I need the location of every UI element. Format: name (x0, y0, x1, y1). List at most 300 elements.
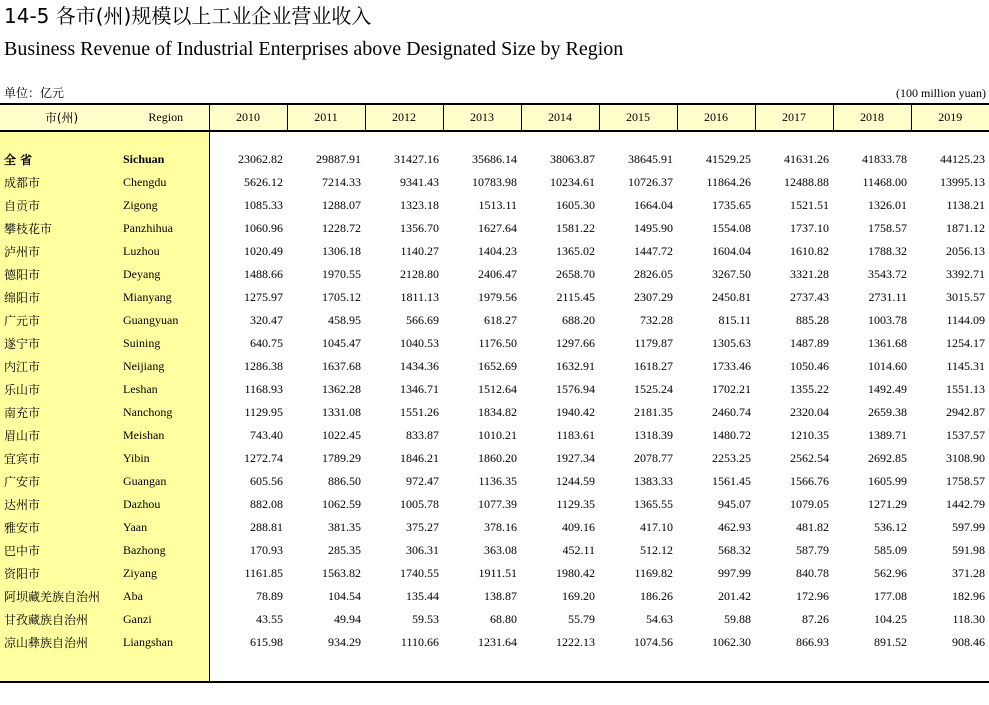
revenue-value: 54.63 (646, 612, 673, 626)
revenue-value: 3321.28 (790, 267, 829, 281)
revenue-value: 10726.37 (628, 175, 673, 189)
revenue-value: 972.47 (406, 474, 439, 488)
revenue-value: 882.08 (250, 497, 283, 511)
revenue-value: 1045.47 (322, 336, 361, 350)
revenue-value: 2562.54 (790, 451, 829, 465)
tail-cell (677, 654, 755, 682)
spacer-cell (287, 131, 365, 148)
header-year: 2018 (833, 104, 911, 131)
revenue-value: 1306.18 (322, 244, 361, 258)
revenue-value: 44125.23 (940, 152, 985, 166)
revenue-value: 288.81 (250, 520, 283, 534)
revenue-value: 1022.45 (322, 428, 361, 442)
tail-cell (755, 654, 833, 682)
revenue-value: 31427.16 (394, 152, 439, 166)
revenue-value: 1129.35 (556, 497, 595, 511)
revenue-value: 1014.60 (868, 359, 907, 373)
table-row (0, 585, 989, 608)
spacer-cell (0, 131, 123, 148)
table-row (0, 171, 989, 194)
revenue-value: 1062.30 (712, 635, 751, 649)
revenue-value: 2115.45 (556, 290, 595, 304)
tail-cell (209, 654, 287, 682)
region-name-chinese: 宜宾市 (0, 447, 123, 470)
revenue-value: 409.16 (562, 520, 595, 534)
revenue-value: 169.20 (562, 589, 595, 603)
revenue-value: 481.82 (796, 520, 829, 534)
revenue-value: 1551.13 (946, 382, 985, 396)
revenue-value: 55.79 (568, 612, 595, 626)
revenue-value: 35686.14 (472, 152, 517, 166)
revenue-value: 1331.08 (322, 405, 361, 419)
revenue-value: 1618.27 (634, 359, 673, 373)
header-year: 2014 (521, 104, 599, 131)
revenue-value: 12488.88 (784, 175, 829, 189)
region-name-english: Sichuan (123, 148, 209, 171)
revenue-value: 568.32 (718, 543, 751, 557)
header-year: 2012 (365, 104, 443, 131)
tail-cell (911, 654, 989, 682)
revenue-value: 2406.47 (478, 267, 517, 281)
revenue-value: 1664.04 (634, 198, 673, 212)
region-name-chinese: 达州市 (0, 493, 123, 516)
tail-cell (365, 654, 443, 682)
revenue-value: 381.35 (328, 520, 361, 534)
revenue-value: 2253.25 (712, 451, 751, 465)
revenue-value: 2731.11 (868, 290, 907, 304)
revenue-value: 1442.79 (946, 497, 985, 511)
table-row (0, 332, 989, 355)
revenue-value: 1495.90 (634, 221, 673, 235)
table-row (0, 401, 989, 424)
header-year: 2017 (755, 104, 833, 131)
revenue-value: 1632.91 (556, 359, 595, 373)
spacer-cell (599, 131, 677, 148)
revenue-value: 182.96 (952, 589, 985, 603)
region-name-english: Dazhou (123, 493, 209, 516)
revenue-value: 104.25 (874, 612, 907, 626)
revenue-value: 2450.81 (712, 290, 751, 304)
revenue-value: 562.96 (874, 566, 907, 580)
revenue-value: 934.29 (328, 635, 361, 649)
revenue-value: 1305.63 (712, 336, 751, 350)
revenue-value: 371.28 (952, 566, 985, 580)
revenue-value: 1637.68 (322, 359, 361, 373)
region-name-chinese: 内江市 (0, 355, 123, 378)
revenue-value: 29887.91 (316, 152, 361, 166)
revenue-value: 3015.57 (946, 290, 985, 304)
revenue-value: 1488.66 (244, 267, 283, 281)
revenue-value: 1010.21 (478, 428, 517, 442)
revenue-value: 1176.50 (478, 336, 517, 350)
revenue-value: 1365.55 (634, 497, 673, 511)
revenue-value: 59.88 (724, 612, 751, 626)
revenue-value: 833.87 (406, 428, 439, 442)
region-name-english: Ziyang (123, 562, 209, 585)
revenue-value: 1222.13 (556, 635, 595, 649)
revenue-value: 68.80 (490, 612, 517, 626)
region-name-chinese: 南充市 (0, 401, 123, 424)
page-title-english: Business Revenue of Industrial Enterprises above Designated Size by Region (4, 38, 624, 60)
revenue-value: 597.99 (952, 520, 985, 534)
revenue-value: 885.28 (796, 313, 829, 327)
region-name-chinese: 绵阳市 (0, 286, 123, 309)
region-name-chinese: 遂宁市 (0, 332, 123, 355)
revenue-value: 104.54 (328, 589, 361, 603)
revenue-value: 306.31 (406, 543, 439, 557)
region-name-chinese: 凉山彝族自治州 (0, 631, 123, 654)
revenue-value: 566.69 (406, 313, 439, 327)
region-name-chinese: 甘孜藏族自治州 (0, 608, 123, 631)
revenue-value: 1737.10 (790, 221, 829, 235)
region-name-english: Leshan (123, 378, 209, 401)
revenue-value: 1346.71 (400, 382, 439, 396)
revenue-value: 1040.53 (400, 336, 439, 350)
revenue-value: 1512.64 (478, 382, 517, 396)
revenue-value: 1297.66 (556, 336, 595, 350)
revenue-value: 118.30 (952, 612, 985, 626)
table-row (0, 378, 989, 401)
spacer-cell (209, 131, 287, 148)
spacer-cell (911, 131, 989, 148)
table-row (0, 286, 989, 309)
revenue-value: 1210.35 (790, 428, 829, 442)
revenue-value: 462.93 (718, 520, 751, 534)
revenue-value: 1702.21 (712, 382, 751, 396)
revenue-value: 59.53 (412, 612, 439, 626)
revenue-value: 2307.29 (634, 290, 673, 304)
revenue-value: 2737.43 (790, 290, 829, 304)
revenue-value: 1788.32 (868, 244, 907, 258)
tail-cell (599, 654, 677, 682)
revenue-value: 1492.49 (868, 382, 907, 396)
page-title-chinese: 14-5 各市(州)规模以上工业企业营业收入 (4, 4, 372, 28)
revenue-value: 908.46 (952, 635, 985, 649)
revenue-value: 1521.51 (790, 198, 829, 212)
revenue-value: 1140.27 (400, 244, 439, 258)
revenue-value: 1183.61 (556, 428, 595, 442)
revenue-value: 1563.82 (322, 566, 361, 580)
revenue-value: 1085.33 (244, 198, 283, 212)
revenue-value: 1389.71 (868, 428, 907, 442)
revenue-value: 1169.82 (634, 566, 673, 580)
tail-cell (0, 654, 123, 682)
revenue-value: 512.12 (640, 543, 673, 557)
revenue-value: 1513.11 (478, 198, 517, 212)
revenue-value: 1110.66 (400, 635, 439, 649)
revenue-value: 2320.04 (790, 405, 829, 419)
revenue-value: 1846.21 (400, 451, 439, 465)
tail-row (0, 654, 989, 682)
revenue-value: 1789.29 (322, 451, 361, 465)
revenue-value: 1404.23 (478, 244, 517, 258)
revenue-value: 640.75 (250, 336, 283, 350)
revenue-value: 732.28 (640, 313, 673, 327)
table-row (0, 424, 989, 447)
unit-label-english: (100 million yuan) (896, 86, 986, 100)
revenue-value: 1811.13 (400, 290, 439, 304)
revenue-value: 1980.42 (556, 566, 595, 580)
table-row (0, 263, 989, 286)
revenue-value: 1275.97 (244, 290, 283, 304)
region-name-english: Zigong (123, 194, 209, 217)
revenue-value: 1551.26 (400, 405, 439, 419)
region-name-chinese: 攀枝花市 (0, 217, 123, 240)
revenue-value: 536.12 (874, 520, 907, 534)
revenue-value: 1074.56 (634, 635, 673, 649)
revenue-value: 1525.24 (634, 382, 673, 396)
revenue-value: 5626.12 (244, 175, 283, 189)
table-row (0, 562, 989, 585)
table-row (0, 355, 989, 378)
revenue-value: 1927.34 (556, 451, 595, 465)
revenue-value: 2460.74 (712, 405, 751, 419)
region-name-english: Guangyuan (123, 309, 209, 332)
revenue-value: 605.56 (250, 474, 283, 488)
revenue-value: 1060.96 (244, 221, 283, 235)
revenue-value: 1604.04 (712, 244, 751, 258)
revenue-value: 615.98 (250, 635, 283, 649)
revenue-value: 2659.38 (868, 405, 907, 419)
revenue-value: 11864.26 (706, 175, 751, 189)
revenue-value: 1979.56 (478, 290, 517, 304)
revenue-value: 1288.07 (322, 198, 361, 212)
revenue-value: 688.20 (562, 313, 595, 327)
revenue-value: 1062.59 (322, 497, 361, 511)
revenue-value: 891.52 (874, 635, 907, 649)
revenue-value: 172.96 (796, 589, 829, 603)
revenue-value: 1940.42 (556, 405, 595, 419)
revenue-value: 138.87 (484, 589, 517, 603)
revenue-value: 1610.82 (790, 244, 829, 258)
spacer-cell (833, 131, 911, 148)
region-name-chinese: 巴中市 (0, 539, 123, 562)
revenue-value: 1566.76 (790, 474, 829, 488)
header-year: 2013 (443, 104, 521, 131)
table-row (0, 240, 989, 263)
revenue-value: 1581.22 (556, 221, 595, 235)
revenue-value: 10783.98 (472, 175, 517, 189)
revenue-value: 170.93 (250, 543, 283, 557)
region-name-english: Luzhou (123, 240, 209, 263)
revenue-value: 2128.80 (400, 267, 439, 281)
revenue-value: 1254.17 (946, 336, 985, 350)
region-name-chinese: 德阳市 (0, 263, 123, 286)
revenue-value: 201.42 (718, 589, 751, 603)
revenue-value: 378.16 (484, 520, 517, 534)
table-row (0, 631, 989, 654)
revenue-value: 1231.64 (478, 635, 517, 649)
revenue-value: 41631.26 (784, 152, 829, 166)
revenue-value: 2942.87 (946, 405, 985, 419)
revenue-value: 1326.01 (868, 198, 907, 212)
table-row (0, 608, 989, 631)
revenue-value: 1144.09 (946, 313, 985, 327)
revenue-value: 1605.99 (868, 474, 907, 488)
region-name-chinese: 乐山市 (0, 378, 123, 401)
revenue-value: 1145.31 (946, 359, 985, 373)
region-name-chinese: 广安市 (0, 470, 123, 493)
tail-cell (521, 654, 599, 682)
region-name-english: Guangan (123, 470, 209, 493)
revenue-value: 417.10 (640, 520, 673, 534)
revenue-value: 1003.78 (868, 313, 907, 327)
revenue-value: 177.08 (874, 589, 907, 603)
revenue-value: 1272.74 (244, 451, 283, 465)
header-row (0, 104, 989, 131)
region-name-chinese: 泸州市 (0, 240, 123, 263)
header-city: 市(州) (0, 104, 123, 131)
revenue-value: 743.40 (250, 428, 283, 442)
revenue-value: 1168.93 (244, 382, 283, 396)
revenue-value: 41529.25 (706, 152, 751, 166)
region-name-english: Ganzi (123, 608, 209, 631)
unit-label-chinese: 单位：亿元 (4, 86, 65, 100)
tail-cell (443, 654, 521, 682)
header-year: 2019 (911, 104, 989, 131)
revenue-value: 1244.59 (556, 474, 595, 488)
region-name-english: Yaan (123, 516, 209, 539)
revenue-value: 2826.05 (634, 267, 673, 281)
revenue-value: 13995.13 (940, 175, 985, 189)
revenue-value: 2658.70 (556, 267, 595, 281)
revenue-value: 2056.13 (946, 244, 985, 258)
revenue-value: 1161.85 (244, 566, 283, 580)
revenue-value: 1480.72 (712, 428, 751, 442)
revenue-value: 1434.36 (400, 359, 439, 373)
region-name-english: Aba (123, 585, 209, 608)
header-year: 2015 (599, 104, 677, 131)
revenue-value: 3267.50 (712, 267, 751, 281)
table-row (0, 217, 989, 240)
revenue-value: 1860.20 (478, 451, 517, 465)
revenue-value: 1365.02 (556, 244, 595, 258)
revenue-value: 3392.71 (946, 267, 985, 281)
revenue-value: 458.95 (328, 313, 361, 327)
spacer-cell (755, 131, 833, 148)
region-name-english: Liangshan (123, 631, 209, 654)
revenue-value: 1323.18 (400, 198, 439, 212)
revenue-value: 587.79 (796, 543, 829, 557)
region-name-english: Bazhong (123, 539, 209, 562)
revenue-value: 1834.82 (478, 405, 517, 419)
revenue-value: 186.26 (640, 589, 673, 603)
header-region: Region (123, 104, 209, 131)
table-row (0, 539, 989, 562)
spacer-cell (123, 131, 209, 148)
revenue-value: 1871.12 (946, 221, 985, 235)
revenue-value: 1537.57 (946, 428, 985, 442)
revenue-value: 41833.78 (862, 152, 907, 166)
spacer-cell (521, 131, 599, 148)
revenue-value: 1362.28 (322, 382, 361, 396)
revenue-value: 1355.22 (790, 382, 829, 396)
revenue-value: 1136.35 (478, 474, 517, 488)
header-year: 2010 (209, 104, 287, 131)
header-year: 2016 (677, 104, 755, 131)
revenue-value: 1911.51 (478, 566, 517, 580)
revenue-value: 1487.89 (790, 336, 829, 350)
revenue-value: 1758.57 (868, 221, 907, 235)
revenue-value: 1758.57 (946, 474, 985, 488)
revenue-value: 1576.94 (556, 382, 595, 396)
revenue-value: 866.93 (796, 635, 829, 649)
header-year: 2011 (287, 104, 365, 131)
revenue-value: 618.27 (484, 313, 517, 327)
revenue-value: 1129.95 (244, 405, 283, 419)
revenue-value: 1733.46 (712, 359, 751, 373)
revenue-value: 1179.87 (634, 336, 673, 350)
revenue-value: 1447.72 (634, 244, 673, 258)
revenue-table (0, 103, 989, 683)
revenue-value: 1705.12 (322, 290, 361, 304)
revenue-value: 3108.90 (946, 451, 985, 465)
region-name-english: Meishan (123, 424, 209, 447)
spacer-cell (443, 131, 521, 148)
spacer-cell (365, 131, 443, 148)
revenue-value: 1383.33 (634, 474, 673, 488)
revenue-value: 1318.39 (634, 428, 673, 442)
region-name-english: Suining (123, 332, 209, 355)
revenue-value: 375.27 (406, 520, 439, 534)
revenue-value: 591.98 (952, 543, 985, 557)
table-row (0, 470, 989, 493)
region-name-english: Neijiang (123, 355, 209, 378)
revenue-value: 1561.45 (712, 474, 751, 488)
revenue-value: 78.89 (256, 589, 283, 603)
region-name-english: Chengdu (123, 171, 209, 194)
revenue-value: 1740.55 (400, 566, 439, 580)
revenue-value: 1286.38 (244, 359, 283, 373)
spacer-row (0, 131, 989, 148)
revenue-value: 1970.55 (322, 267, 361, 281)
spacer-cell (677, 131, 755, 148)
region-name-chinese: 雅安市 (0, 516, 123, 539)
revenue-value: 1005.78 (400, 497, 439, 511)
region-name-english: Deyang (123, 263, 209, 286)
region-name-chinese: 自贡市 (0, 194, 123, 217)
revenue-value: 9341.43 (400, 175, 439, 189)
revenue-value: 1138.21 (946, 198, 985, 212)
revenue-value: 815.11 (718, 313, 751, 327)
revenue-value: 2181.35 (634, 405, 673, 419)
region-name-chinese: 成都市 (0, 171, 123, 194)
revenue-value: 1228.72 (322, 221, 361, 235)
revenue-value: 886.50 (328, 474, 361, 488)
region-name-chinese: 阿坝藏羌族自治州 (0, 585, 123, 608)
revenue-value: 1361.68 (868, 336, 907, 350)
revenue-value: 320.47 (250, 313, 283, 327)
revenue-value: 997.99 (718, 566, 751, 580)
region-name-english: Mianyang (123, 286, 209, 309)
revenue-value: 38645.91 (628, 152, 673, 166)
tail-cell (833, 654, 911, 682)
region-name-chinese: 资阳市 (0, 562, 123, 585)
revenue-value: 1735.65 (712, 198, 751, 212)
region-name-english: Panzhihua (123, 217, 209, 240)
revenue-value: 452.11 (562, 543, 595, 557)
revenue-value: 1020.49 (244, 244, 283, 258)
revenue-value: 11468.00 (862, 175, 907, 189)
table-row (0, 194, 989, 217)
revenue-value: 1605.30 (556, 198, 595, 212)
tail-cell (287, 654, 365, 682)
revenue-value: 1627.64 (478, 221, 517, 235)
revenue-value: 363.08 (484, 543, 517, 557)
revenue-value: 87.26 (802, 612, 829, 626)
revenue-value: 1050.46 (790, 359, 829, 373)
region-name-chinese: 全 省 (0, 148, 123, 171)
